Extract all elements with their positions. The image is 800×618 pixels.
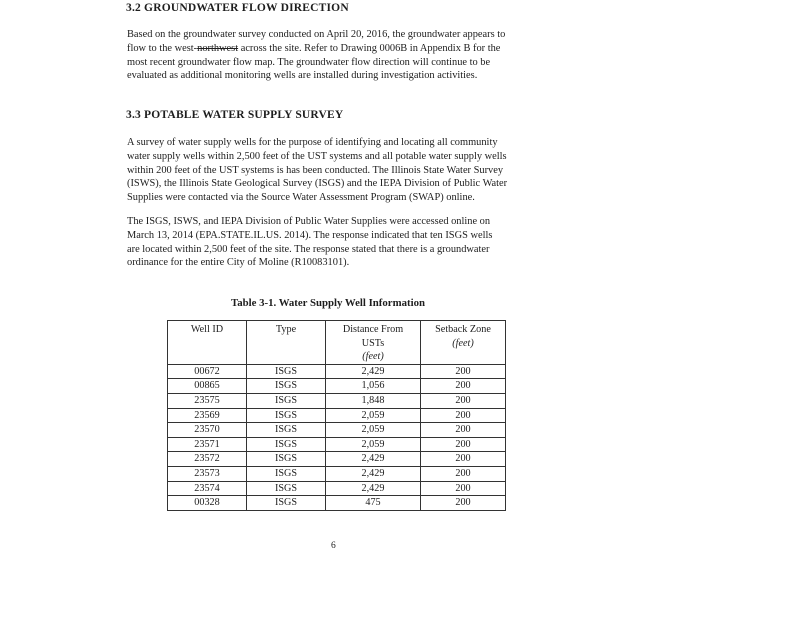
header-setback: Setback Zone (feet) <box>421 321 506 365</box>
cell-well-id: 23574 <box>168 481 247 496</box>
cell-type: ISGS <box>247 437 326 452</box>
cell-distance: 2,059 <box>326 437 421 452</box>
cell-setback: 200 <box>421 466 506 481</box>
cell-type: ISGS <box>247 379 326 394</box>
paragraph-line: ordinance for the entire City of Moline (R10083101). <box>127 257 350 269</box>
potable-water-paragraph-1 <box>127 136 557 205</box>
cell-type: ISGS <box>247 452 326 467</box>
table-row <box>168 481 506 496</box>
potable-water-paragraph-2 <box>127 215 557 270</box>
cell-well-id: 23569 <box>168 408 247 423</box>
table-header-row <box>168 321 506 365</box>
struck-text: northwest <box>197 42 239 54</box>
cell-well-id: 00328 <box>168 496 247 511</box>
cell-type: ISGS <box>247 393 326 408</box>
cell-distance: 2,059 <box>326 408 421 423</box>
table-row <box>168 379 506 394</box>
paragraph-line: March 13, 2014 (EPA.STATE.IL.US. 2014). The response indicated that ten ISGS wells <box>127 229 493 241</box>
cell-well-id: 00865 <box>168 379 247 394</box>
header-distance: Distance From USTs (feet) <box>326 321 421 365</box>
cell-setback: 200 <box>421 393 506 408</box>
section-heading-groundwater-flow: 3.2 GROUNDWATER FLOW DIRECTION <box>126 2 349 14</box>
paragraph-line: most recent groundwater flow map. The groundwater flow direction will continue to be <box>127 56 491 68</box>
paragraph-line: evaluated as additional monitoring wells are installed during investigation activities. <box>127 70 478 82</box>
cell-well-id: 23572 <box>168 452 247 467</box>
cell-distance: 2,429 <box>326 481 421 496</box>
table-row <box>168 437 506 452</box>
paragraph-line: within 200 feet of the UST systems is has been conducted. The Illinois State Water Survey <box>127 164 504 176</box>
section-heading-potable-water: 3.3 POTABLE WATER SUPPLY SURVEY <box>126 109 344 121</box>
groundwater-flow-paragraph <box>127 28 557 83</box>
paragraph-line: A survey of water supply wells for the purpose of identifying and locating all community <box>127 137 498 148</box>
cell-well-id: 23573 <box>168 466 247 481</box>
cell-well-id: 00672 <box>168 364 247 379</box>
cell-setback: 200 <box>421 423 506 438</box>
cell-type: ISGS <box>247 364 326 379</box>
cell-setback: 200 <box>421 408 506 423</box>
water-supply-well-table <box>167 320 506 511</box>
table-row <box>168 408 506 423</box>
paragraph-line: The ISGS, ISWS, and IEPA Division of Public Water Supplies were accessed online on <box>127 216 491 227</box>
paragraph-line: flow to the west-northwest across the site. Refer to Drawing 0006B in Appendix B for the <box>127 42 501 54</box>
paragraph-line: Supplies were contacted via the Source Water Assessment Program (SWAP) online. <box>127 192 475 204</box>
cell-setback: 200 <box>421 452 506 467</box>
paragraph-line: are located within 2,500 feet of the site. The response stated that there is a groundwater <box>127 243 490 255</box>
cell-distance: 1,056 <box>326 379 421 394</box>
cell-distance: 2,429 <box>326 364 421 379</box>
table-row <box>168 452 506 467</box>
cell-distance: 1,848 <box>326 393 421 408</box>
table-row <box>168 496 506 511</box>
cell-well-id: 23570 <box>168 423 247 438</box>
cell-distance: 2,059 <box>326 423 421 438</box>
paragraph-line: water supply wells within 2,500 feet of the UST systems and all potable water supply wells <box>127 150 507 162</box>
cell-type: ISGS <box>247 466 326 481</box>
header-well-id: Well ID <box>168 321 247 365</box>
cell-setback: 200 <box>421 379 506 394</box>
cell-setback: 200 <box>421 481 506 496</box>
cell-distance: 2,429 <box>326 452 421 467</box>
cell-setback: 200 <box>421 437 506 452</box>
cell-type: ISGS <box>247 496 326 511</box>
table-row <box>168 423 506 438</box>
table-row <box>168 393 506 408</box>
paragraph-line: (ISWS), the Illinois State Geological Survey (ISGS) and the IEPA Division of Public Water <box>127 178 508 190</box>
header-type: Type <box>247 321 326 365</box>
paragraph-line: Based on the groundwater survey conducted on April 20, 2016, the groundwater appears to <box>127 29 506 40</box>
cell-type: ISGS <box>247 423 326 438</box>
cell-setback: 200 <box>421 364 506 379</box>
cell-well-id: 23575 <box>168 393 247 408</box>
table-caption: Table 3-1. Water Supply Well Information <box>231 297 425 309</box>
cell-distance: 2,429 <box>326 466 421 481</box>
cell-type: ISGS <box>247 481 326 496</box>
table-row <box>168 364 506 379</box>
cell-type: ISGS <box>247 408 326 423</box>
page-number: 6 <box>331 541 336 551</box>
cell-well-id: 23571 <box>168 437 247 452</box>
table-row <box>168 466 506 481</box>
cell-distance: 475 <box>326 496 421 511</box>
cell-setback: 200 <box>421 496 506 511</box>
